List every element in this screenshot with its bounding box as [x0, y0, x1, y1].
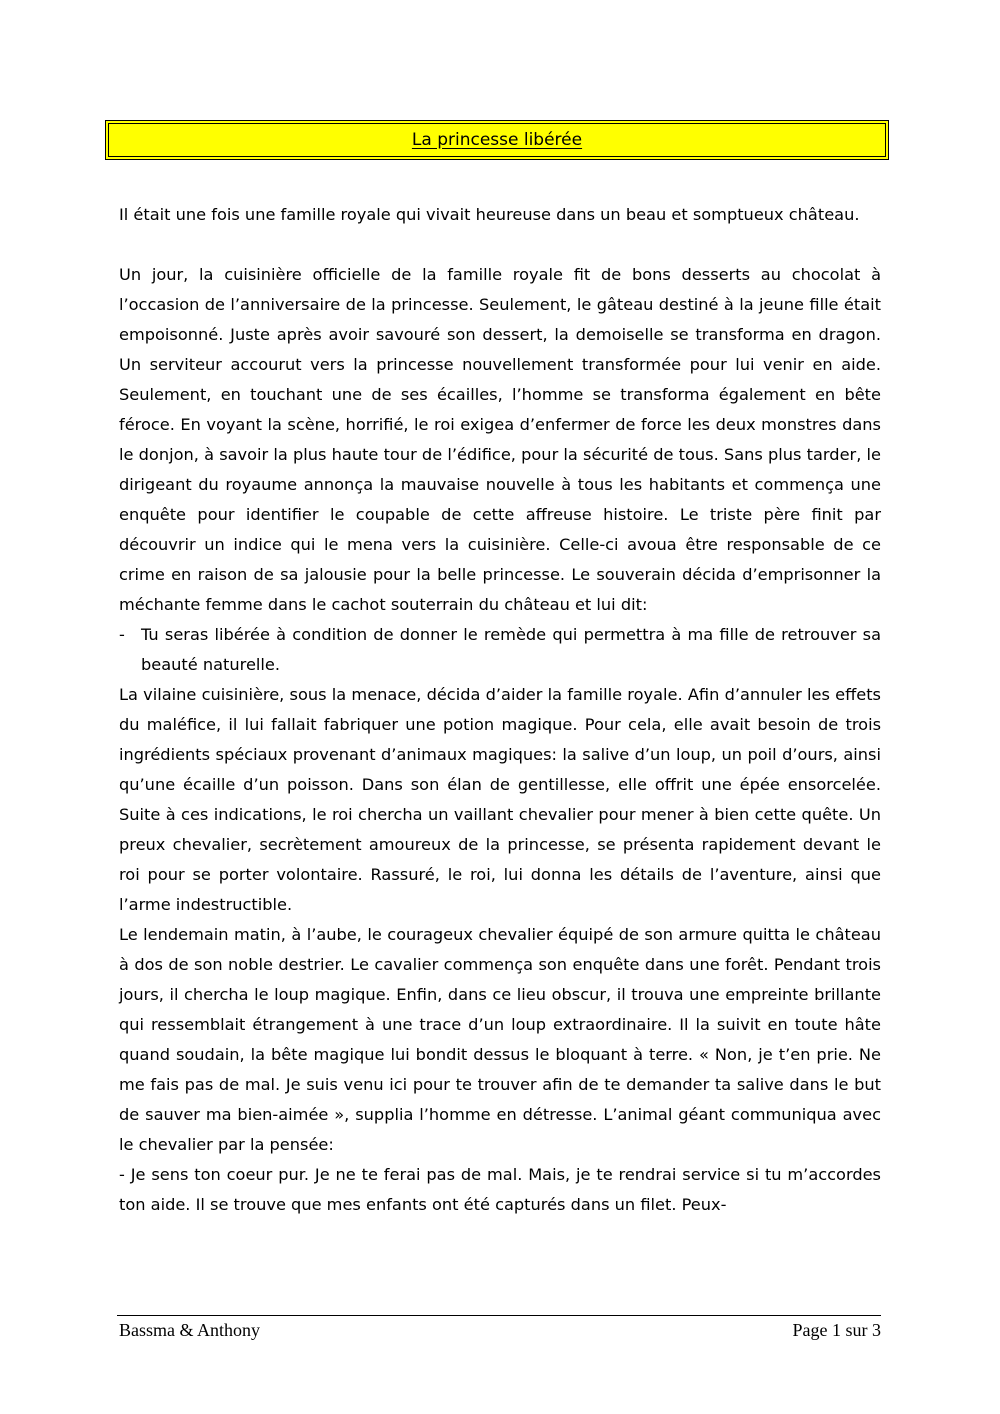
page-footer	[119, 1320, 881, 1341]
paragraph-3: La vilaine cuisinière, sous la menace, décida d’aider la famille royale. Afin d’annuler les effets du maléfice, il lui fallait fabriquer une potion magique. Pour cela, elle avait besoin de trois ingrédients spéciaux provenant d’animaux magiques: la salive d’un loup, un poil d’ours, ainsi qu’une écaille d’un poisson. Dans son élan de gentillesse, elle offrit une épée ensorcelée. Suite à ces indications, le roi chercha un vaillant chevalier pour mener à bien cette quête. Un preux chevalier, secrètement amoureux de la princesse, se présenta rapidement devant le roi pour se porter volontaire. Rassuré, le roi, lui donna les détails de l’aventure, ainsi que l’arme indestructible.	[119, 685, 881, 914]
story-body	[119, 200, 881, 1220]
title-banner	[105, 120, 889, 160]
dialogue-king	[119, 620, 881, 680]
paragraph-2: Un jour, la cuisinière officielle de la famille royale fit de bons desserts au chocolat à l’occasion de l’anniversaire de la princesse. Seulement, le gâteau destiné à la jeune fille était empoisonné. Juste après avoir savouré son dessert, la demoiselle se transforma en dragon. Un serviteur accourut vers la princesse nouvellement transformée pour lui venir en aide. Seulement, en touchant une de ses écailles, l’homme se transforma également en bête féroce. En voyant la scène, horrifié, le roi exigea d’enfermer de force les deux monstres dans le donjon, à savoir la plus haute tour de l’édifice, pour la sécurité de tous. Sans plus tarder, le dirigeant du royaume annonça la mauvaise nouvelle à tous les habitants et commença une enquête pour identifier le coupable de cette affreuse histoire. Le triste père finit par découvrir un indice qui le mena vers la cuisinière. Celle-ci avoua être responsable de ce crime en raison de sa jalousie pour la belle princesse. Le souverain décida d’emprisonner la méchante femme dans le cachot souterrain du château et lui dit:	[119, 265, 881, 614]
footer-divider	[117, 1315, 881, 1316]
footer-authors: Bassma & Anthony	[119, 1320, 261, 1340]
paragraph-5: - Je sens ton coeur pur. Je ne te ferai pas de mal. Mais, je te rendrai service si tu m’accordes ton aide. Il se trouve que mes enfants ont été capturés dans un filet. Peux-	[119, 1165, 881, 1214]
footer-page-number: Page 1 sur 3	[792, 1320, 881, 1340]
dialogue-dash: -	[119, 625, 125, 644]
paragraph-1: Il était une fois une famille royale qui vivait heureuse dans un beau et somptueux château.	[119, 205, 860, 224]
paragraph-4: Le lendemain matin, à l’aube, le courageux chevalier équipé de son armure quitta le château à dos de son noble destrier. Le cavalier commença son enquête dans une forêt. Pendant trois jours, il chercha le loup magique. Enfin, dans ce lieu obscur, il trouva une empreinte brillante qui ressemblait étrangement à une trace d’un loup extraordinaire. Il la suivit en toute hâte quand soudain, la bête magique lui bondit dessus le bloquant à terre. « Non, je t’en prie. Ne me fais pas de mal. Je suis venu ici pour te trouver afin de te demander ta salive dans le but de sauver ma bien-aimée », supplia l’homme en détresse. L’animal géant communiqua avec le chevalier par la pensée:	[119, 925, 881, 1154]
page-title: La princesse libérée	[411, 130, 583, 150]
dialogue-text: Tu seras libérée à condition de donner le remède qui permettra à ma fille de retrouver sa beauté naturelle.	[141, 625, 881, 674]
